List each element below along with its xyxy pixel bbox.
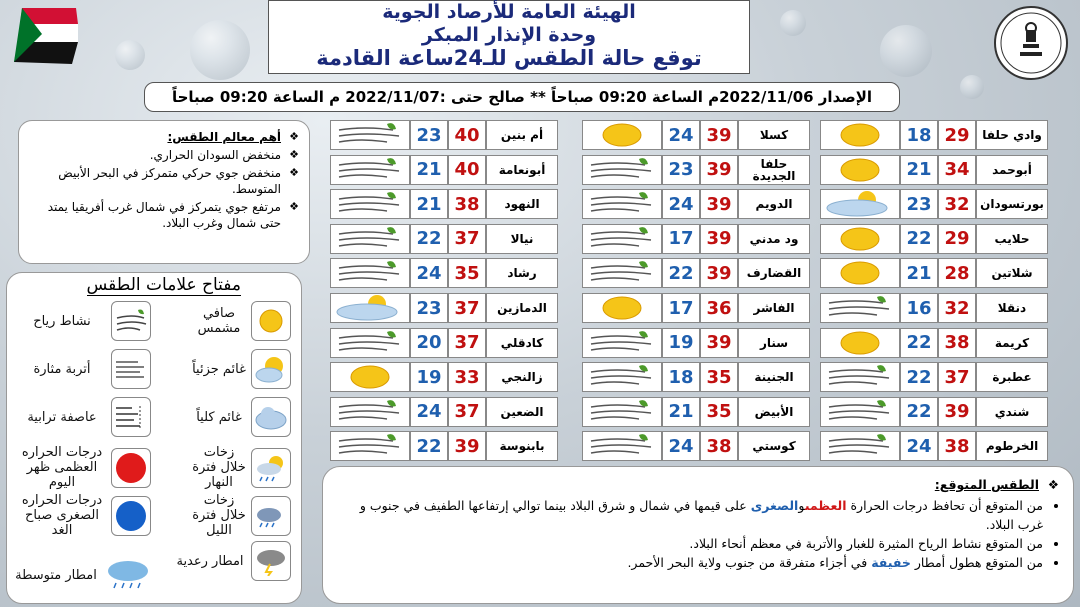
city-name: ود مدني — [738, 224, 810, 254]
city-row — [820, 189, 1048, 219]
min-temp: 21 — [662, 397, 700, 427]
city-row — [330, 258, 558, 288]
partly-cloudy-icon — [820, 189, 900, 219]
wind-icon — [330, 431, 410, 461]
weather-feature-item: ❖ منخفض السودان الحراري. — [27, 147, 299, 163]
background-droplet — [780, 10, 806, 36]
max-temp: 29 — [938, 224, 976, 254]
min-temp: 22 — [662, 258, 700, 288]
city-name: النهود — [486, 189, 558, 219]
background-droplet — [190, 20, 250, 80]
city-name: أم بنين — [486, 120, 558, 150]
max-temp: 39 — [700, 189, 738, 219]
city-name: الدويم — [738, 189, 810, 219]
legend-max-temp: درجات الحراره العظمى ظهر اليوم — [17, 445, 151, 490]
expected-weather-panel — [322, 466, 1074, 604]
city-name: كوستي — [738, 431, 810, 461]
max-temp: 38 — [938, 328, 976, 358]
wind-icon — [582, 258, 662, 288]
city-row — [582, 155, 810, 185]
city-name: بابنوسة — [486, 431, 558, 461]
weather-features-title: ❖ أهم معالم الطقس: — [27, 129, 299, 145]
weather-feature-item: ❖ منخفض جوي حركي متمركز في البحر الأبيض المتوسط. — [27, 165, 299, 197]
background-droplet — [880, 25, 932, 77]
legend-dust: أتربة مثارة — [17, 349, 151, 389]
max-temp: 37 — [448, 293, 486, 323]
moderate-rain-icon — [105, 555, 151, 595]
min-temp-circle-icon — [111, 496, 151, 536]
city-name: الخرطوم — [976, 431, 1048, 461]
city-name: كسلا — [738, 120, 810, 150]
city-row — [330, 362, 558, 392]
max-temp: 37 — [448, 397, 486, 427]
min-temp: 22 — [410, 431, 448, 461]
min-temp: 24 — [410, 258, 448, 288]
sun-icon — [582, 293, 662, 323]
max-temp: 39 — [938, 397, 976, 427]
expected-weather-item: • من المتوقع هطول أمطار خفيفة في أجزاء متفرقة من جنوب ولاية البحر الأحمر. — [337, 553, 1043, 572]
city-row — [582, 258, 810, 288]
city-name: حلفا الجديدة — [738, 155, 810, 185]
weather-features-panel — [18, 120, 310, 264]
wind-icon — [820, 293, 900, 323]
city-name: أبونعامة — [486, 155, 558, 185]
min-temp: 24 — [662, 431, 700, 461]
wind-icon — [820, 431, 900, 461]
sudan-flag-icon — [12, 4, 84, 68]
min-temp: 21 — [410, 189, 448, 219]
min-temp: 23 — [410, 293, 448, 323]
city-row — [582, 120, 810, 150]
max-temp: 37 — [938, 362, 976, 392]
sun-icon — [820, 258, 900, 288]
header-title-box — [268, 0, 750, 74]
issue-validity-bar: الإصدار 2022/11/06م الساعة 09:20 صباحاً ** صالح حتى :2022/11/07 م الساعة 09:20 صباحاً — [144, 82, 900, 112]
city-row — [330, 431, 558, 461]
max-temp: 37 — [448, 224, 486, 254]
min-temp: 21 — [900, 155, 938, 185]
city-name: القضارف — [738, 258, 810, 288]
max-temp: 29 — [938, 120, 976, 150]
city-name: وادي حلفا — [976, 120, 1048, 150]
max-temp: 38 — [700, 431, 738, 461]
sun-icon — [820, 224, 900, 254]
day-showers-icon — [251, 448, 291, 488]
sun-icon — [251, 301, 291, 341]
min-temp: 19 — [410, 362, 448, 392]
max-temp: 35 — [448, 258, 486, 288]
legend-sunny: صافي مشمس — [191, 301, 291, 341]
city-row — [820, 362, 1048, 392]
city-row — [582, 224, 810, 254]
max-temp: 39 — [700, 120, 738, 150]
background-droplet — [115, 40, 145, 70]
legend-night-showers: زخات خلال فترة الليل — [191, 493, 291, 538]
wind-icon — [330, 155, 410, 185]
legend-cloudy: غائم كلياً — [191, 397, 291, 437]
city-row — [820, 431, 1048, 461]
min-temp: 23 — [662, 155, 700, 185]
dust-icon — [111, 349, 151, 389]
org-name: الهيئة العامة للأرصاد الجوية — [382, 1, 636, 23]
city-name: سنار — [738, 328, 810, 358]
sun-icon — [820, 328, 900, 358]
city-row — [330, 293, 558, 323]
min-temp: 22 — [900, 328, 938, 358]
city-name: بورتسودان — [976, 189, 1048, 219]
city-name: الدمازين — [486, 293, 558, 323]
city-row — [582, 362, 810, 392]
wind-icon — [820, 362, 900, 392]
min-temp: 24 — [662, 120, 700, 150]
city-name: حلايب — [976, 224, 1048, 254]
max-temp: 35 — [700, 362, 738, 392]
sun-icon — [582, 120, 662, 150]
city-name: دنقلا — [976, 293, 1048, 323]
legend-duststorm: عاصفة ترابية — [17, 397, 151, 437]
city-row — [820, 120, 1048, 150]
min-temp: 22 — [410, 224, 448, 254]
wind-icon — [330, 258, 410, 288]
expected-weather-item: • من المتوقع نشاط الرياح المثيرة للغبار والأتربة في معظم أنحاء البلاد. — [337, 534, 1043, 553]
wind-icon — [582, 431, 662, 461]
max-temp: 35 — [700, 397, 738, 427]
min-temp: 21 — [410, 155, 448, 185]
max-temp: 37 — [448, 328, 486, 358]
city-name: شندي — [976, 397, 1048, 427]
min-temp: 21 — [900, 258, 938, 288]
city-row — [820, 328, 1048, 358]
weather-feature-item: ❖ مرتفع جوي يتمركز في شمال غرب أفريقيا يمتد حتى شمال وغرب البلاد. — [27, 199, 299, 231]
city-name: أبوحمد — [976, 155, 1048, 185]
sun-icon — [820, 155, 900, 185]
city-name: الفاشر — [738, 293, 810, 323]
night-showers-icon — [251, 496, 291, 536]
city-name: كادقلي — [486, 328, 558, 358]
wind-icon — [582, 397, 662, 427]
max-temp: 39 — [700, 224, 738, 254]
min-temp: 18 — [900, 120, 938, 150]
city-row — [582, 328, 810, 358]
sun-icon — [330, 362, 410, 392]
city-name: نيالا — [486, 224, 558, 254]
wind-icon — [111, 301, 151, 341]
city-name: الجنينة — [738, 362, 810, 392]
min-temp: 19 — [662, 328, 700, 358]
cloud-icon — [251, 397, 291, 437]
city-row — [582, 189, 810, 219]
unit-name: وحدة الإنذار المبكر — [421, 24, 597, 46]
min-temp: 17 — [662, 293, 700, 323]
min-temp: 17 — [662, 224, 700, 254]
min-temp: 20 — [410, 328, 448, 358]
city-row — [330, 120, 558, 150]
max-temp: 28 — [938, 258, 976, 288]
wind-icon — [582, 189, 662, 219]
max-temp: 32 — [938, 189, 976, 219]
city-row — [820, 397, 1048, 427]
wind-icon — [582, 155, 662, 185]
city-row — [820, 258, 1048, 288]
max-temp: 33 — [448, 362, 486, 392]
wind-icon — [582, 224, 662, 254]
wind-icon — [330, 397, 410, 427]
min-temp: 24 — [900, 431, 938, 461]
legend-moderate-rain: امطار متوسطة — [11, 555, 151, 595]
max-temp: 40 — [448, 155, 486, 185]
expected-weather-item: • من المتوقع أن تحافظ درجات الحرارة العظمىوالصغرى على قيمها في شمال و شرق البلاد بينما توالي إرتفاعها الطفيف في جنوب و غرب البلاد. — [337, 496, 1043, 534]
city-name: رشاد — [486, 258, 558, 288]
city-name: عطبرة — [976, 362, 1048, 392]
city-row — [330, 155, 558, 185]
background-droplet — [960, 75, 984, 99]
min-temp: 24 — [662, 189, 700, 219]
max-temp: 40 — [448, 120, 486, 150]
wind-icon — [582, 328, 662, 358]
legend-title: مفتاح علامات الطقس — [86, 275, 241, 295]
min-temp: 16 — [900, 293, 938, 323]
legend-thunder: امطار رعدية — [173, 541, 291, 581]
city-row — [582, 397, 810, 427]
city-row — [330, 328, 558, 358]
logo-emblem-icon — [996, 8, 1066, 78]
min-temp: 23 — [410, 120, 448, 150]
wind-icon — [330, 224, 410, 254]
page-title: توقع حالة الطقس للـ24ساعة القادمة — [316, 46, 702, 70]
city-row — [820, 293, 1048, 323]
min-temp: 18 — [662, 362, 700, 392]
city-row — [582, 431, 810, 461]
max-temp: 39 — [700, 155, 738, 185]
legend-windy: نشاط رياح — [17, 301, 151, 341]
legend-partly-cloudy: غائم جزئياً — [191, 349, 291, 389]
partly-cloudy-icon — [251, 349, 291, 389]
min-temp: 22 — [900, 397, 938, 427]
city-name: كريمة — [976, 328, 1048, 358]
max-temp: 39 — [700, 328, 738, 358]
city-row — [820, 224, 1048, 254]
wind-icon — [330, 328, 410, 358]
weather-legend-panel — [6, 272, 302, 604]
max-temp: 39 — [700, 258, 738, 288]
city-name: الضعين — [486, 397, 558, 427]
max-temp: 39 — [448, 431, 486, 461]
wind-icon — [820, 397, 900, 427]
city-row — [820, 155, 1048, 185]
wind-icon — [582, 362, 662, 392]
meteorology-logo — [994, 6, 1068, 80]
duststorm-icon — [111, 397, 151, 437]
sun-icon — [820, 120, 900, 150]
max-temp: 34 — [938, 155, 976, 185]
wind-icon — [330, 120, 410, 150]
city-name: زالنجي — [486, 362, 558, 392]
legend-day-showers: زخات خلال فترة النهار — [191, 445, 291, 490]
city-row — [582, 293, 810, 323]
wind-icon — [330, 189, 410, 219]
max-temp-circle-icon — [111, 448, 151, 488]
partly-cloudy-icon — [330, 293, 410, 323]
min-temp: 22 — [900, 224, 938, 254]
city-name: شلاتين — [976, 258, 1048, 288]
legend-min-temp: درجات الحراره الصغرى صباح الغد — [17, 493, 151, 538]
min-temp: 23 — [900, 189, 938, 219]
max-temp: 38 — [938, 431, 976, 461]
city-row — [330, 397, 558, 427]
thunderstorm-icon — [251, 541, 291, 581]
city-row — [330, 189, 558, 219]
expected-weather-title: ❖ الطقس المتوقع: — [337, 475, 1059, 494]
max-temp: 36 — [700, 293, 738, 323]
city-name: الأبيض — [738, 397, 810, 427]
city-row — [330, 224, 558, 254]
min-temp: 22 — [900, 362, 938, 392]
max-temp: 32 — [938, 293, 976, 323]
min-temp: 24 — [410, 397, 448, 427]
max-temp: 38 — [448, 189, 486, 219]
